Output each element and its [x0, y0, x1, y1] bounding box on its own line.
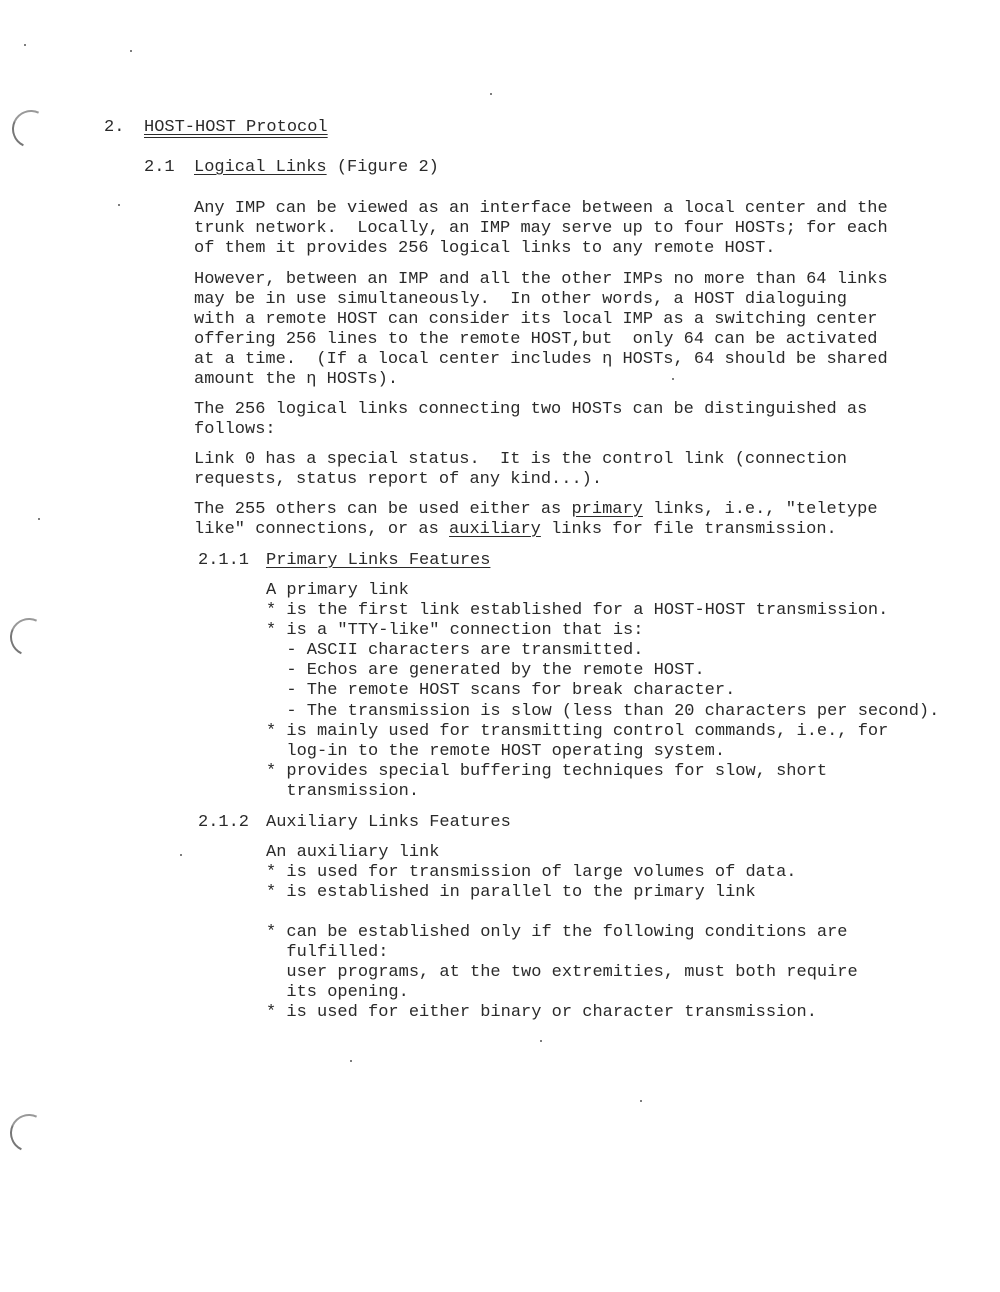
- list-item: - ASCII characters are transmitted.: [266, 641, 644, 660]
- text-line: The 256 logical links connecting two HOSTs can be distinguished as: [194, 400, 868, 419]
- scan-speck: [640, 1100, 642, 1102]
- text-line: [194, 520, 837, 540]
- list-item: transmission.: [266, 782, 420, 801]
- subsection-heading: [194, 158, 439, 178]
- list-item: - Echos are generated by the remote HOST.: [266, 661, 705, 680]
- text-line: Any IMP can be viewed as an interface between a local center and the: [194, 199, 888, 218]
- scan-speck: [130, 50, 132, 52]
- primary-section-number: 2.1.1: [198, 551, 250, 570]
- section-number: 2.: [104, 118, 125, 137]
- list-item: * is a "TTY-like" connection that is:: [266, 621, 644, 640]
- subsection-number: 2.1: [144, 158, 175, 177]
- text-span: The 255 others can be used either as: [194, 500, 572, 519]
- list-item: - The remote HOST scans for break character.: [266, 681, 736, 700]
- text-span: links, i.e., "teletype: [642, 500, 878, 519]
- list-item: * is mainly used for transmitting control commands, i.e., for: [266, 722, 889, 741]
- auxiliary-section-number: 2.1.2: [198, 813, 250, 832]
- punch-hole-bottom: [5, 1109, 54, 1158]
- list-item: user programs, at the two extremities, must both require: [266, 963, 858, 982]
- text-span: like" connections, or as: [194, 520, 450, 539]
- scan-speck: [490, 93, 492, 95]
- list-item: * provides special buffering techniques for slow, short: [266, 762, 828, 781]
- punch-hole-middle: [5, 613, 54, 662]
- subsection-figure-ref: (Figure 2): [326, 158, 439, 177]
- list-item: * can be established only if the following conditions are: [266, 923, 848, 942]
- primary-term: primary: [571, 500, 643, 519]
- text-line: may be in use simultaneously. In other words, a HOST dialoguing: [194, 290, 847, 309]
- scan-speck: [38, 518, 40, 520]
- text-line: at a time. (If a local center includes η HOSTs, 64 should be shared: [194, 350, 888, 369]
- text-line: offering 256 lines to the remote HOST,but only 64 can be activated: [194, 330, 878, 349]
- scan-speck: [118, 204, 120, 206]
- list-item: log-in to the remote HOST operating system.: [266, 742, 726, 761]
- text-span: links for file transmission.: [540, 520, 837, 539]
- list-item: - The transmission is slow (less than 20 characters per second).: [266, 702, 940, 721]
- scan-speck: [350, 1060, 352, 1062]
- section-title: HOST-HOST Protocol: [144, 118, 328, 137]
- list-item: fulfilled:: [266, 943, 389, 962]
- text-line: of them it provides 256 logical links to any remote HOST.: [194, 239, 776, 258]
- scan-speck: [180, 854, 182, 856]
- list-item: * is the first link established for a HOST-HOST transmission.: [266, 601, 889, 620]
- text-line: with a remote HOST can consider its local IMP as a switching center: [194, 310, 878, 329]
- text-line: However, between an IMP and all the other IMPs no more than 64 links: [194, 270, 888, 289]
- auxiliary-term: auxiliary: [449, 520, 541, 539]
- list-item: * is used for either binary or character transmission.: [266, 1003, 817, 1022]
- text-line: [194, 500, 878, 520]
- text-line: Link 0 has a special status. It is the control link (connection: [194, 450, 847, 469]
- list-item: * is established in parallel to the primary link: [266, 883, 756, 902]
- text-line: requests, status report of any kind...).: [194, 470, 603, 489]
- list-intro: A primary link: [266, 581, 409, 600]
- punch-hole-top: [7, 105, 56, 154]
- scan-speck: [540, 1040, 542, 1042]
- text-line: trunk network. Locally, an IMP may serve up to four HOSTs; for each: [194, 219, 888, 238]
- list-item: * is used for transmission of large volumes of data.: [266, 863, 797, 882]
- subsection-title: Logical Links: [194, 158, 327, 177]
- text-line: amount the η HOSTs).: [194, 370, 399, 389]
- auxiliary-section-title: Auxiliary Links Features: [266, 813, 511, 832]
- list-intro: An auxiliary link: [266, 843, 440, 862]
- list-item: its opening.: [266, 983, 409, 1002]
- scan-speck: [24, 44, 26, 46]
- primary-section-title: Primary Links Features: [266, 551, 491, 570]
- scan-speck: [672, 378, 674, 380]
- text-line: follows:: [194, 420, 276, 439]
